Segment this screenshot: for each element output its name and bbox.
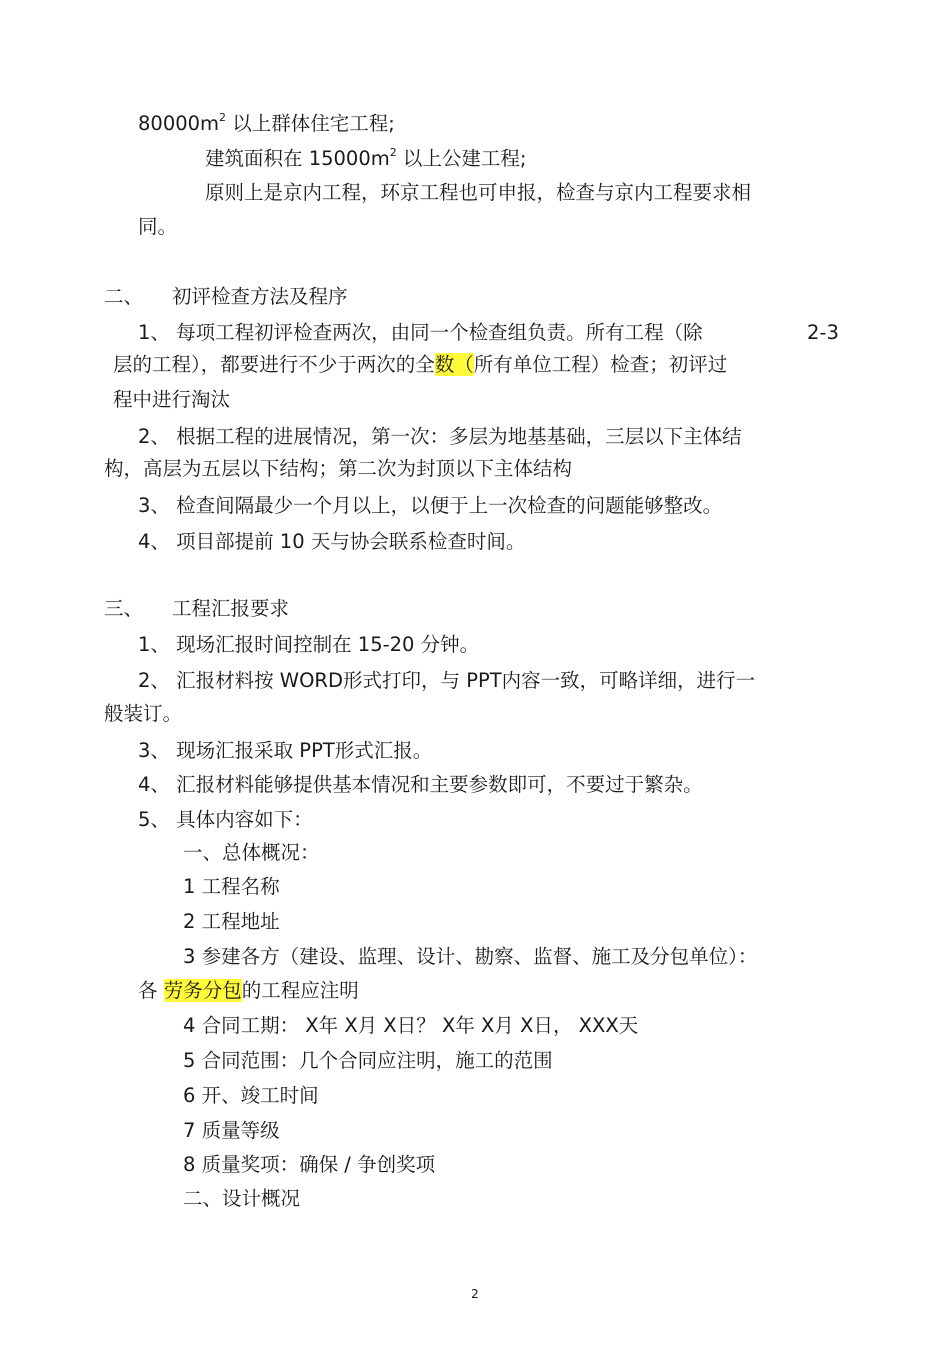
- list-item: 3、 现场汇报采取 PPT形式汇报。: [138, 739, 433, 762]
- list-item: 2、 汇报材料按 WORD形式打印，与 PPT内容一致，可略详细，进行一: [138, 669, 756, 692]
- sub-item: 2 工程地址: [183, 910, 280, 933]
- intro-line-public: [205, 146, 527, 172]
- text: 各: [138, 979, 164, 1002]
- list-item-cont: 程中进行淘汰: [113, 388, 231, 411]
- superscript: 2: [219, 110, 227, 124]
- text: 的工程应注明: [241, 979, 359, 1002]
- sub-item: 3 参建各方（建设、监理、设计、勘察、监督、施工及分包单位）：: [183, 945, 758, 968]
- intro-text: 以上群体住宅工程;: [226, 112, 395, 135]
- section-heading: 工程汇报要求: [172, 597, 290, 620]
- superscript: 2: [389, 145, 397, 159]
- sub-item-cont: [138, 978, 359, 1004]
- list-item: 5、 具体内容如下：: [138, 808, 313, 831]
- intro-line-residential: [138, 111, 395, 137]
- list-item: 1、 每项工程初评检查两次，由同一个检查组负责。所有工程（除: [138, 321, 703, 344]
- sub-heading: 一、总体概况：: [183, 841, 320, 864]
- sub-item: 8 质量奖项：确保 / 争创奖项: [183, 1153, 436, 1176]
- section-heading: 初评检查方法及程序: [172, 285, 348, 308]
- sub-item: 5 合同范围：几个合同应注明，施工的范围: [183, 1049, 553, 1072]
- intro-text: 以上公建工程;: [396, 147, 527, 170]
- list-item: 4、 项目部提前 10 天与协会联系检查时间。: [138, 530, 526, 553]
- list-item-cont: 般装订。: [104, 702, 183, 725]
- intro-line-principle: 原则上是京内工程，环京工程也可申报，检查与京内工程要求相: [205, 181, 752, 204]
- highlight: 数（: [434, 353, 474, 376]
- list-item: 1、 现场汇报时间控制在 15-20 分钟。: [138, 633, 480, 656]
- text: 层的工程），都要进行不少于两次的全: [113, 353, 435, 376]
- list-item: 3、 检查间隔最少一个月以上，以便于上一次检查的问题能够整改。: [138, 494, 723, 517]
- list-item-cont: 构，高层为五层以下结构；第二次为封顶以下主体结构: [104, 457, 573, 480]
- highlight: 劳务分包: [163, 979, 242, 1002]
- sub-item: 7 质量等级: [183, 1119, 280, 1142]
- list-item-cont: [113, 352, 727, 378]
- section-heading-number: 二、: [104, 285, 144, 308]
- sub-heading: 二、设计概况: [183, 1187, 301, 1210]
- list-item-tail: 2-3: [807, 321, 839, 344]
- page-number: 2: [471, 1287, 479, 1301]
- list-item: 4、 汇报材料能够提供基本情况和主要参数即可，不要过于繁杂。: [138, 773, 703, 796]
- sub-item: 1 工程名称: [183, 875, 280, 898]
- sub-item: 6 开、竣工时间: [183, 1084, 319, 1107]
- section-heading-number: 三、: [104, 597, 144, 620]
- text: 所有单位工程）检查；初评过: [473, 353, 728, 376]
- area-value: 80000m: [138, 112, 220, 135]
- sub-item: 4 合同工期： X年 X月 X日？ X年 X月 X日， XXX天: [183, 1014, 639, 1037]
- intro-line-principle-cont: 同。: [138, 215, 178, 238]
- list-item: 2、 根据工程的进展情况，第一次：多层为地基基础，三层以下主体结: [138, 425, 742, 448]
- intro-text: 建筑面积在 15000m: [205, 147, 390, 170]
